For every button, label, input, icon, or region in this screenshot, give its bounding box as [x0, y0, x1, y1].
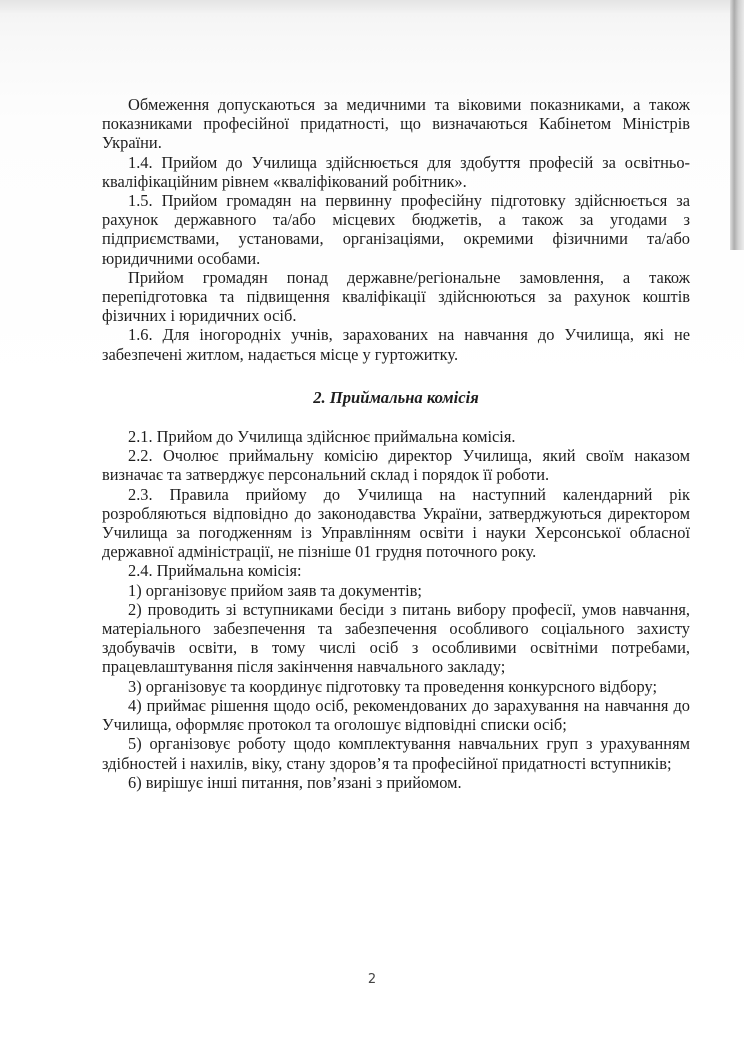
paragraph-2-2: 2.2. Очолює приймальну комісію директор Училища, який своїм наказом визначає та затверджує персональний склад і порядок її роботи.: [102, 446, 690, 485]
paragraph-1-4: 1.4. Прийом до Училища здійснюється для здобуття професій за освітньо-кваліфікаційним рівнем «кваліфікований робітник».: [102, 152, 690, 191]
list-item-4: 4) приймає рішення щодо осіб, рекомендованих до зарахування на навчання до Училища, оформляє протокол та оголошує відповідні списки осіб;: [102, 695, 690, 735]
paragraph-2-3: 2.3. Правила прийому до Училища на наступний календарний рік розробляються відповідно до законодавства України, затверджуються директором Училища за погодженням із Управлінням освіти і науки Херсонської обласної державної адміністрації, не пізніше 01 грудня поточного року.: [102, 484, 690, 562]
section-heading: [102, 388, 690, 407]
paragraph-2-1: 2.1. Прийом до Училища здійснює приймальна комісія.: [128, 427, 516, 447]
section-2-title: 2. Приймальна комісія: [313, 387, 479, 407]
scan-top-shadow: [0, 0, 744, 14]
list-item-3: 3) організовує та координує підготовку та проведення конкурсного відбору;: [128, 676, 657, 696]
page-number: 2: [367, 972, 377, 987]
list-item-2: 2) проводить зі вступниками бесіди з питань вибору професії, умов навчання, матеріального забезпечення та забезпечення особливого соціального захисту здобувачів освіти, в тому числі осіб з особливими освітніми потребами, працевлаштування після закінчення навчального закладу;: [102, 599, 690, 677]
paragraph-1-5: 1.5. Прийом громадян на первинну професійну підготовку здійснюється за рахунок державного та/або місцевих бюджетів, а також за угодами з підприємствами, установами, організаціями, окремими фізичними та/або юридичними особами.: [102, 191, 690, 268]
list-item-1: 1) організовує прийом заяв та документів;: [128, 580, 422, 600]
paragraph-2-4: 2.4. Приймальна комісія:: [128, 561, 302, 581]
paragraph-beyond-order: Прийом громадян понад державне/регіональне замовлення, а також перепідготовка та підвищення кваліфікації здійснюються за рахунок коштів фізичних і юридичних осіб.: [102, 267, 690, 326]
document-body: [102, 95, 690, 792]
list-item-6: 6) вирішує інші питання, пов’язані з прийомом.: [128, 772, 462, 792]
paragraph-1-6: 1.6. Для іногородніх учнів, зарахованих на навчання до Училища, які не забезпечені житлом, надається місце у гуртожитку.: [102, 325, 690, 364]
scan-right-edge-shadow: [730, 0, 744, 250]
paragraph-restrictions: Обмеження допускаються за медичними та віковими показниками, а також показниками професійної придатності, що визначаються Кабінетом Міністрів України.: [102, 95, 690, 153]
list-item-5: 5) організовує роботу щодо комплектування навчальних груп з урахуванням здібностей і нахилів, віку, стану здоров’я та професійної придатності вступників;: [102, 734, 690, 773]
